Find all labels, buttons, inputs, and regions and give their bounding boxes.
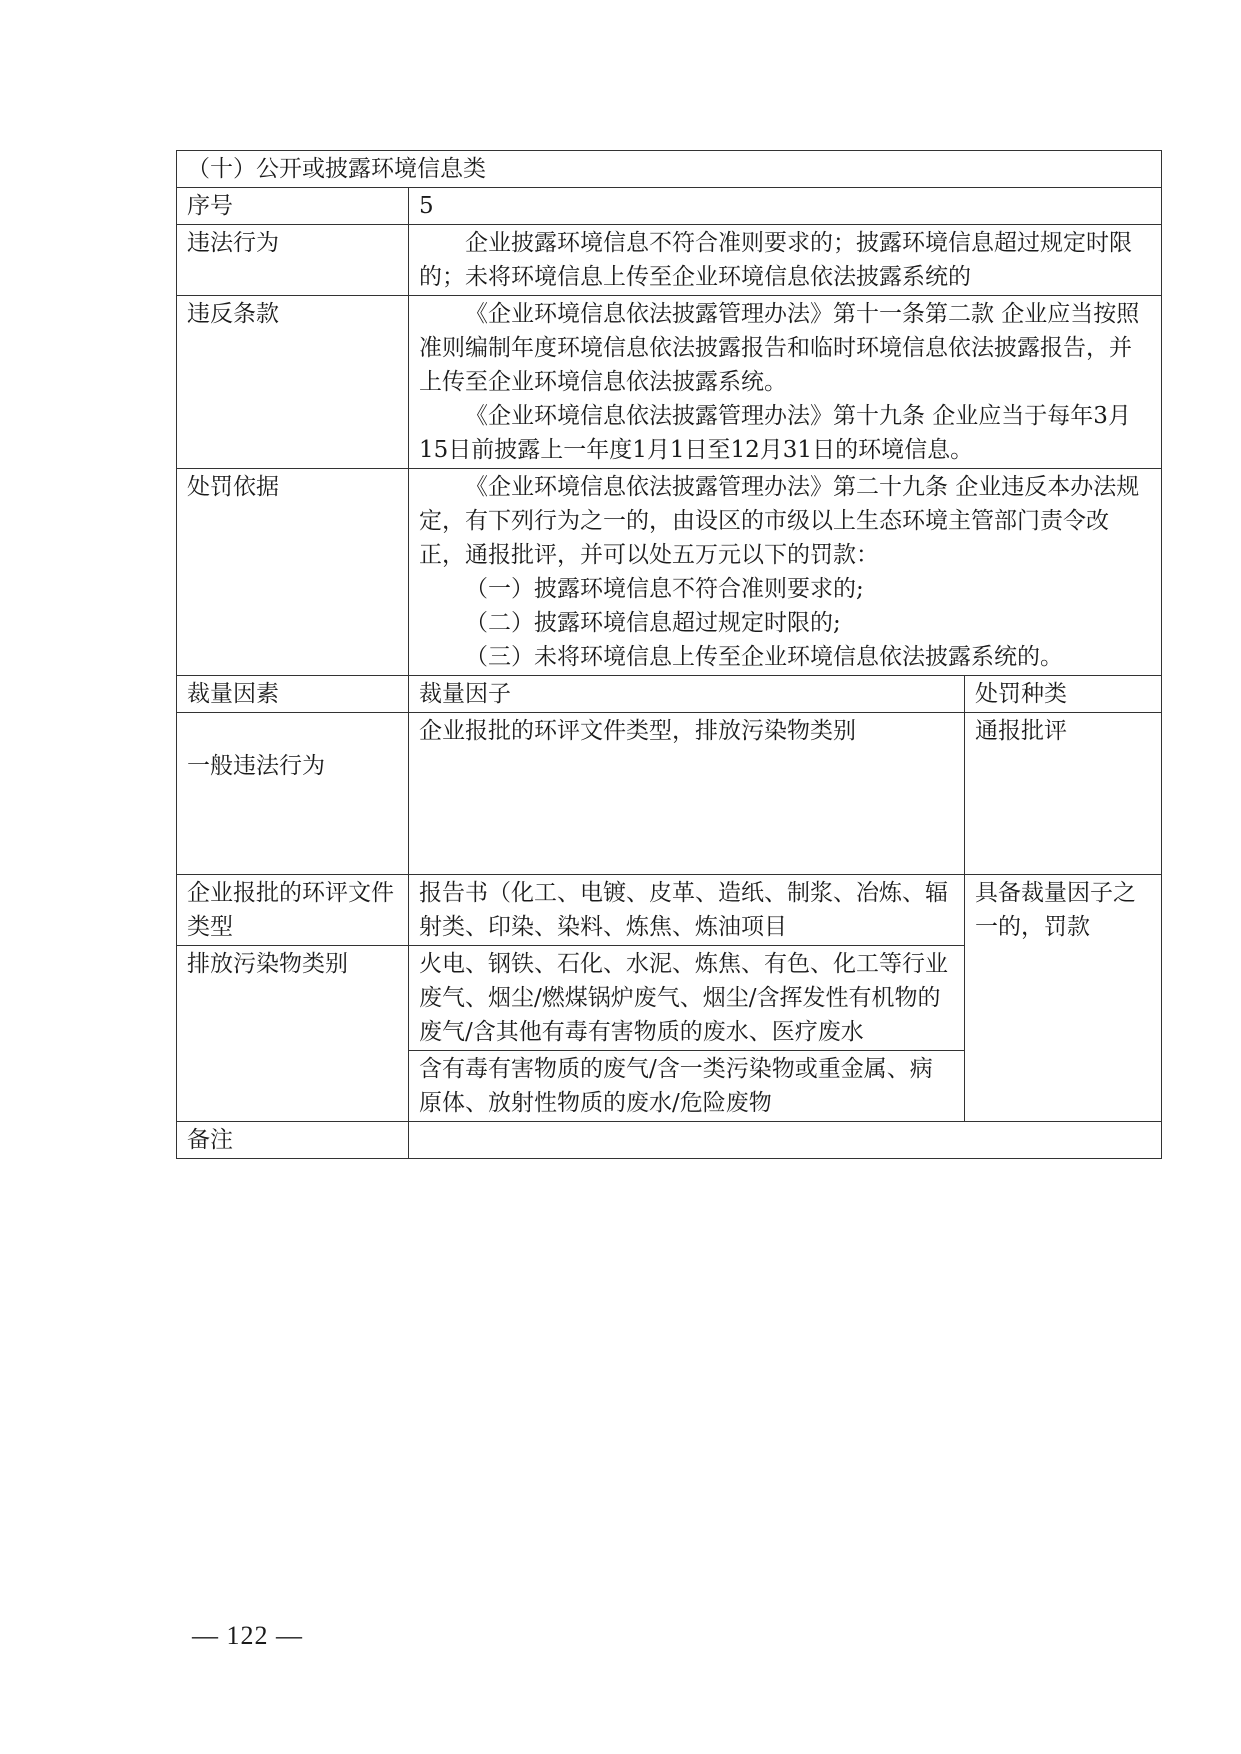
violation-label: 违法行为 [177, 225, 409, 296]
remarks-value [409, 1122, 1162, 1159]
eia-type-row [177, 875, 1162, 946]
penalty-basis-item: （二）披露环境信息超过规定时限的; [465, 610, 841, 636]
clause-paragraph: 《企业环境信息依法披露管理办法》第十九条 企业应当于每年3月15日前披露上一年度1月1日至12月31日的环境信息。 [419, 403, 1131, 463]
penalty-basis-item: （一）披露环境信息不符合准则要求的; [465, 576, 864, 602]
enforcement-table [176, 150, 1162, 1159]
violation-row [177, 225, 1162, 296]
serial-label: 序号 [177, 188, 409, 225]
general-violation-label: 一般违法行为 [177, 713, 409, 875]
pollutant-factor-2: 含有毒有害物质的废气/含一类污染物或重金属、病原体、放射性物质的废水/危险废物 [409, 1051, 965, 1122]
fine-penalty: 具备裁量因子之一的，罚款 [965, 875, 1162, 1122]
penalty-basis-item: （三）未将环境信息上传至企业环境信息依法披露系统的。 [465, 644, 1063, 670]
clauses-row [177, 296, 1162, 469]
penalty-basis-label: 处罚依据 [177, 469, 409, 676]
section-title: （十）公开或披露环境信息类 [177, 151, 1162, 188]
violation-text: 企业披露环境信息不符合准则要求的；披露环境信息超过规定时限的；未将环境信息上传至企业环境信息依法披露系统的 [419, 230, 1132, 290]
general-violation-factor: 企业报批的环评文件类型，排放污染物类别 [409, 713, 965, 875]
general-violation-row [177, 713, 1162, 875]
pollutant-type-label: 排放污染物类别 [177, 946, 409, 1122]
eia-type-factor: 报告书（化工、电镀、皮革、造纸、制浆、冶炼、辐射类、印染、染料、炼焦、炼油项目 [409, 875, 965, 946]
factor-label-header: 裁量因素 [177, 676, 409, 713]
eia-type-label: 企业报批的环评文件类型 [177, 875, 409, 946]
violation-cell [409, 225, 1162, 296]
section-row [177, 151, 1162, 188]
penalty-basis-cell [409, 469, 1162, 676]
remarks-label: 备注 [177, 1122, 409, 1159]
clauses-cell [409, 296, 1162, 469]
general-violation-penalty: 通报批评 [965, 713, 1162, 875]
remarks-row [177, 1122, 1162, 1159]
serial-row [177, 188, 1162, 225]
clauses-label: 违反条款 [177, 296, 409, 469]
factor-detail-header: 裁量因子 [409, 676, 965, 713]
penalty-basis-paragraph: 《企业环境信息依法披露管理办法》第二十九条 企业违反本办法规定，有下列行为之一的，由设区的市级以上生态环境主管部门责令改正，通报批评，并可以处五万元以下的罚款： [419, 474, 1140, 568]
pollutant-factor-1: 火电、钢铁、石化、水泥、炼焦、有色、化工等行业废气、烟尘/燃煤锅炉废气、烟尘/含挥发性有机物的废气/含其他有毒有害物质的废水、医疗废水 [409, 946, 965, 1051]
discretion-header-row [177, 676, 1162, 713]
penalty-basis-row [177, 469, 1162, 676]
serial-value: 5 [409, 188, 1162, 225]
penalty-type-header: 处罚种类 [965, 676, 1162, 713]
page-number: — 122 — [192, 1621, 303, 1650]
clause-paragraph: 《企业环境信息依法披露管理办法》第十一条第二款 企业应当按照准则编制年度环境信息依法披露报告和临时环境信息依法披露报告，并上传至企业环境信息依法披露系统。 [419, 301, 1140, 395]
